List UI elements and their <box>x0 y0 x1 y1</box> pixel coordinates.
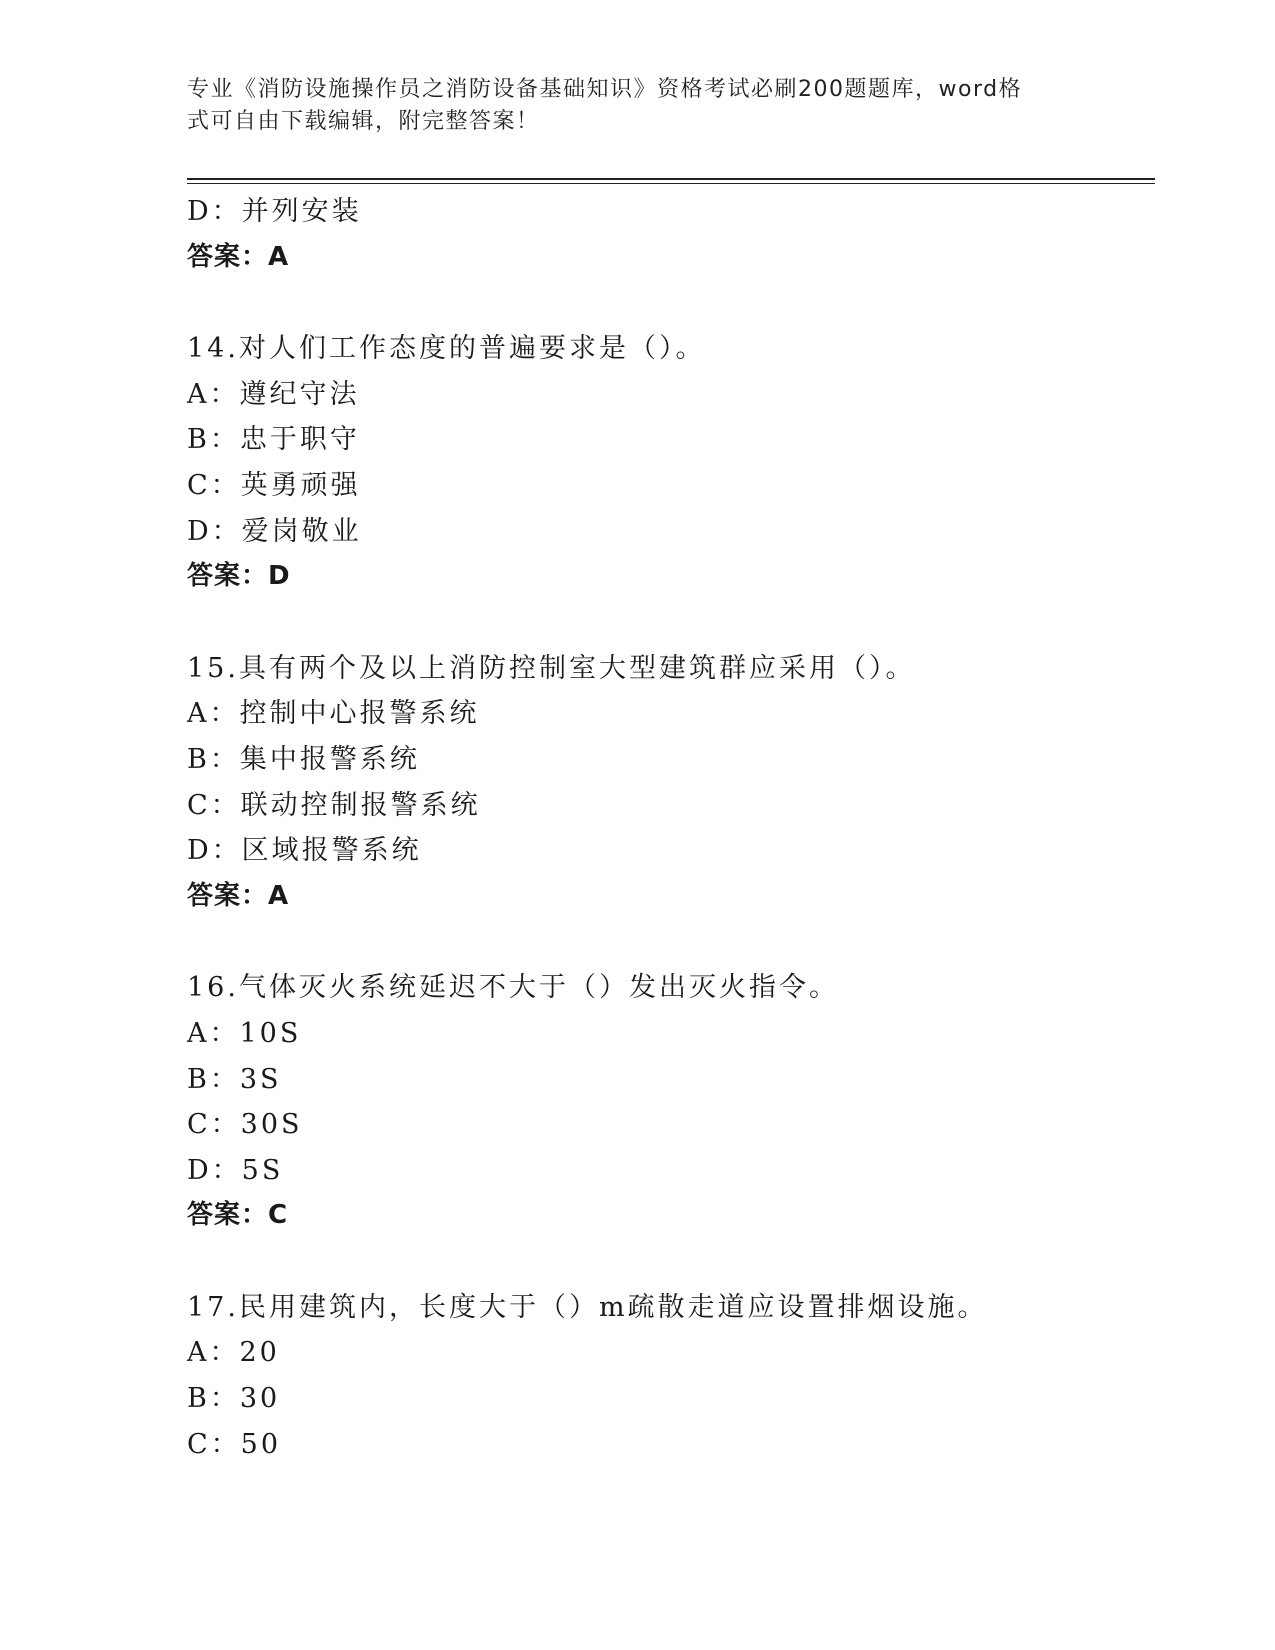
question-title: 14.对人们工作态度的普遍要求是（）。 <box>187 333 706 365</box>
spacer <box>187 1239 1155 1285</box>
option-d: D：5S <box>187 1154 284 1186</box>
answer-line: 答案：D <box>187 561 291 592</box>
answer-line: 答案：A <box>187 241 290 272</box>
option-c: C：30S <box>187 1109 303 1141</box>
option-c: C：50 <box>187 1428 282 1460</box>
header-rule-thick <box>187 178 1155 180</box>
option-b: B：忠于职守 <box>187 424 360 456</box>
option-d: D：并列安装 <box>187 196 362 227</box>
question-title: 17.民用建筑内，长度大于（）m疏散走道应设置排烟设施。 <box>187 1291 988 1323</box>
spacer <box>187 280 1155 326</box>
spacer <box>187 919 1155 965</box>
header-rule-thin <box>187 183 1155 184</box>
question-title: 15.具有两个及以上消防控制室大型建筑群应采用（）。 <box>187 652 916 684</box>
option-a: A：20 <box>187 1337 280 1369</box>
spacer <box>187 600 1155 646</box>
option-c: C：英勇顽强 <box>187 469 361 501</box>
option-a: A：10S <box>187 1017 302 1049</box>
question-list <box>187 189 1155 1467</box>
header-line-2: 式可自由下载编辑，附完整答案！ <box>187 109 540 134</box>
option-d: D：区域报警系统 <box>187 835 422 867</box>
option-c: C：联动控制报警系统 <box>187 789 481 821</box>
option-b: B：3S <box>187 1063 282 1095</box>
option-b: B：30 <box>187 1383 281 1415</box>
answer-line: 答案：C <box>187 1200 289 1231</box>
question-title: 16.气体灭火系统延迟不大于（）发出灭火指令。 <box>187 972 839 1004</box>
document-header <box>187 74 1067 138</box>
answer-line: 答案：A <box>187 880 290 911</box>
option-a: A：遵纪守法 <box>187 378 360 410</box>
header-line-1: 专业《消防设施操作员之消防设备基础知识》资格考试必刷200题题库，word格 <box>187 77 1023 102</box>
option-b: B：集中报警系统 <box>187 743 420 775</box>
option-a: A：控制中心报警系统 <box>187 698 480 730</box>
option-d: D：爱岗敬业 <box>187 515 362 547</box>
